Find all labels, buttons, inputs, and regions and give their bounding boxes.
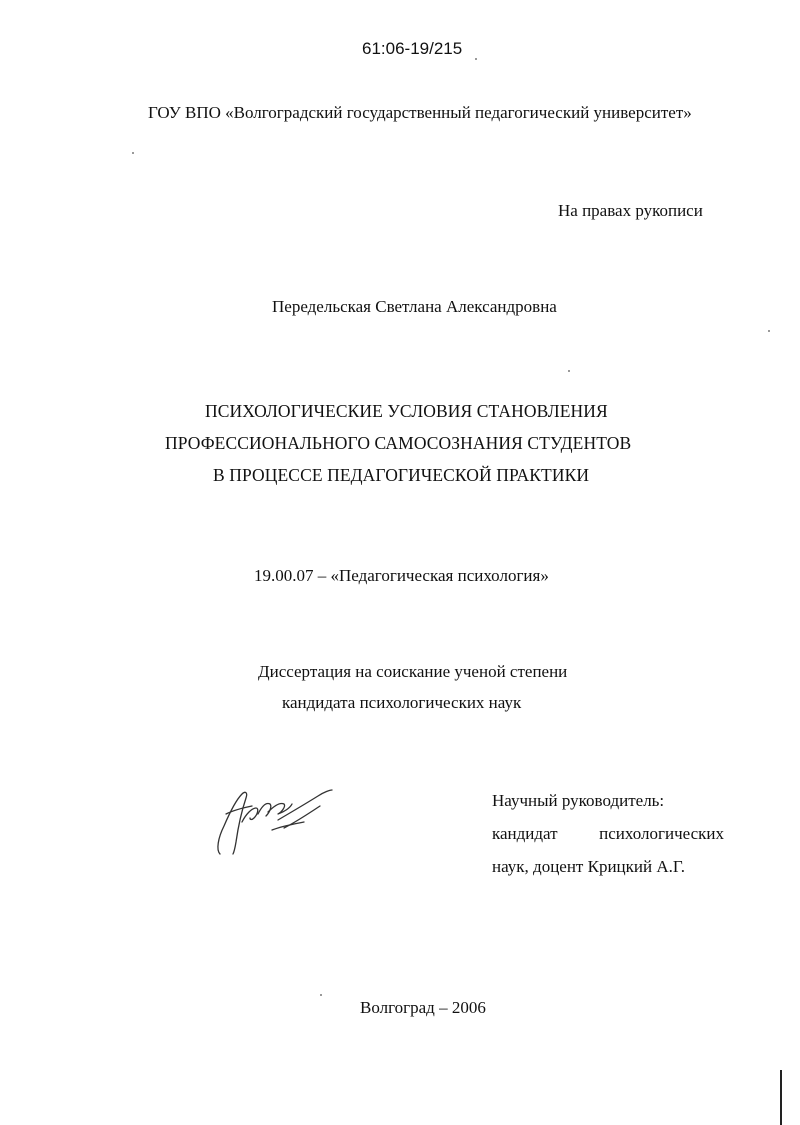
- degree-line-1: Диссертация на соискание ученой степени: [258, 662, 568, 681]
- title-line-1: ПСИХОЛОГИЧЕСКИЕ УСЛОВИЯ СТАНОВЛЕНИЯ: [205, 401, 608, 421]
- degree-line-2: кандидата психологических наук: [282, 693, 522, 712]
- rights-notice: На правах рукописи: [558, 201, 703, 220]
- archive-code: 61:06-19/215: [362, 39, 463, 58]
- specialty-code: 19.00.07 – «Педагогическая психология»: [254, 566, 549, 585]
- scan-speck: [132, 152, 134, 154]
- title-line-3: В ПРОЦЕССЕ ПЕДАГОГИЧЕСКОЙ ПРАКТИКИ: [213, 465, 590, 485]
- supervisor-name: наук, доцент Крицкий А.Г.: [492, 857, 686, 876]
- institution-name: ГОУ ВПО «Волгоградский государственный педагогический университет»: [148, 103, 692, 122]
- place-and-year: Волгоград – 2006: [360, 998, 486, 1017]
- scan-speck: [320, 994, 322, 996]
- supervisor-heading: Научный руководитель:: [492, 791, 665, 810]
- scan-speck: [768, 330, 770, 332]
- scan-speck: [475, 58, 477, 60]
- supervisor-degree-word-2: психологических: [599, 824, 724, 843]
- scan-speck: [568, 370, 570, 372]
- author-name: Передельская Светлана Александровна: [272, 297, 557, 316]
- signature-icon: [212, 784, 336, 858]
- title-line-2: ПРОФЕССИОНАЛЬНОГО САМОСОЗНАНИЯ СТУДЕНТОВ: [165, 433, 632, 453]
- supervisor-degree-word-1: кандидат: [492, 824, 558, 843]
- supervisor-degree-line: [492, 825, 724, 842]
- scan-edge-mark: [780, 1070, 782, 1125]
